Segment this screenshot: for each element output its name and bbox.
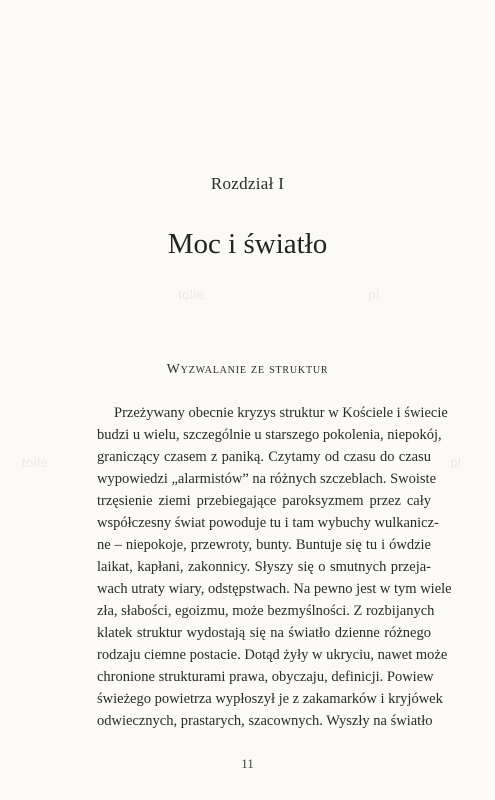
text-line: odwiecznych, prastarych, szacownych. Wyszły na światło (97, 713, 433, 729)
text-line: klatek struktur wydostają się na światło dzienne różnego (97, 625, 431, 641)
text-line: budzi u wielu, szczególnie u starszego pokolenia, niepokój, (97, 427, 442, 443)
text-line: Przeżywany obecnie kryzys struktur w Kościele i świecie (114, 405, 448, 421)
watermark-middle-left: tolle (22, 455, 49, 470)
section-heading: Wyzwalanie ze struktur (166, 362, 329, 377)
text-line: chronione strukturami prawa, obyczaju, definicji. Powiew (97, 669, 434, 685)
text-line: wypowiedzi „alarmistów” na różnych szczeblach. Swoiste (97, 471, 437, 487)
text-line: trzęsienie ziemi przebiegające paroksyzmem przez cały (97, 493, 431, 509)
chapter-title: Moc i światło (167, 228, 328, 260)
chapter-label: Rozdział I (210, 174, 285, 193)
text-line: graniczący czasem z paniką. Czytamy od czasu do czasu (97, 449, 431, 465)
text-line: laikat, kapłani, zakonnicy. Słyszy się o smutnych przeja- (97, 559, 431, 575)
text-line: świeżego powietrza wypłoszył je z zakamarków i kryjówek (97, 691, 443, 707)
watermark-top (178, 287, 380, 302)
text-line: wach utraty wiary, odstępstwach. Na pewno jest w tym wiele (97, 581, 452, 597)
text-line: współczesny świat powoduje tu i tam wybuchy wulkanicz- (97, 515, 439, 531)
watermark-top-left: tolle (178, 287, 205, 302)
text-line: rodzaju ciemne postacie. Dotąd żyły w ukryciu, nawet może (97, 647, 448, 663)
watermark-top-right: .pl (364, 287, 380, 302)
text-line: zła, słabości, egoizmu, może bezmyślności. Z rozbijanych (97, 603, 435, 619)
page-number: 11 (241, 756, 254, 771)
watermark-middle-right: .pl (446, 455, 462, 470)
text-line: ne – niepokoje, przewroty, bunty. Buntuje się tu i ówdzie (97, 537, 431, 553)
